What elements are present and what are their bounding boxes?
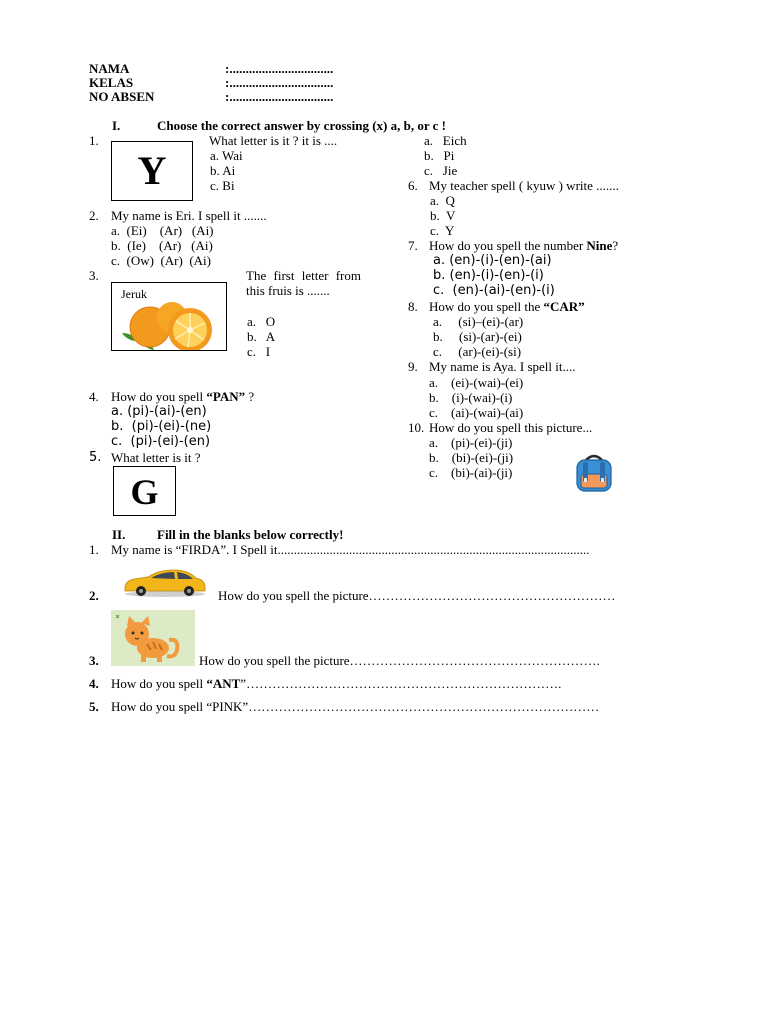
q8-option-c[interactable]: c. (ar)-(ei)-(si) (433, 344, 522, 359)
q10-question: How do you spell this picture... (429, 420, 593, 435)
fill4-question-post: ”………………………………………………………………. (240, 676, 562, 691)
fill3-number: 3. (89, 653, 99, 668)
q8-option-a[interactable]: a. (si)–(ei)-(ar) (433, 314, 524, 329)
q8-question-word: “CAR” (543, 299, 585, 314)
q7-question-pre: How do you spell the number (429, 238, 587, 253)
q7-option-a[interactable]: a. (en)-(i)-(en)-(ai) (433, 253, 552, 268)
name-label: NAMA (89, 61, 130, 76)
q10-option-b[interactable]: b. (bi)-(ei)-(ji) (429, 450, 514, 465)
q9-number: 9. (408, 359, 418, 374)
car-icon (121, 568, 209, 598)
q8-question (429, 299, 585, 314)
orange-picture (111, 282, 227, 351)
orange-icon (112, 283, 226, 350)
section2-number: II. (112, 527, 126, 542)
q4-question-post: ? (245, 389, 255, 404)
fill1-question[interactable]: My name is “FIRDA”. I Spell it................................................................................................ (111, 542, 590, 557)
q6-option-b[interactable]: b. V (430, 208, 456, 223)
q7-question-post: ? (612, 238, 619, 253)
q5-option-c[interactable]: c. Jie (424, 163, 458, 178)
letter-g: G (130, 472, 159, 512)
q4-question-pre: How do you spell (111, 389, 207, 404)
fill4-question[interactable] (111, 676, 561, 691)
letter-y: Y (137, 148, 167, 193)
q1-option-c[interactable]: c. Bi (210, 178, 235, 193)
q7-question-word: Nine (586, 238, 613, 253)
q4-number: 4. (89, 389, 99, 404)
q3-number: 3. (89, 268, 99, 283)
letter-y-box (111, 141, 193, 201)
q2-option-b[interactable]: b. (Ie) (Ar) (Ai) (111, 238, 213, 253)
class-label: KELAS (89, 75, 134, 90)
absen-label: NO ABSEN (89, 89, 155, 104)
q1-option-b[interactable]: b. Ai (210, 163, 236, 178)
q9-option-c[interactable]: c. (ai)-(wai)-(ai) (429, 405, 524, 420)
q4-question (111, 389, 254, 404)
q7-question (429, 238, 618, 253)
q3-option-a[interactable]: a. O (247, 314, 276, 329)
q6-number: 6. (408, 178, 418, 193)
q1-option-a[interactable]: a. Wai (210, 148, 243, 163)
q4-question-word: “PAN” (206, 389, 246, 404)
q4-option-c[interactable]: c. (pi)-(ei)-(en) (111, 434, 211, 449)
q3-option-c[interactable]: c. I (247, 344, 271, 359)
q2-option-c[interactable]: c. (Ow) (Ar) (Ai) (111, 253, 211, 268)
q8-number: 8. (408, 299, 418, 314)
section1-title: Choose the correct answer by crossing (x) a, b, or c ! (157, 118, 446, 133)
q9-question: My name is Aya. I spell it.... (429, 359, 576, 374)
fill4-number: 4. (89, 676, 99, 691)
q5-option-a[interactable]: a. Eich (424, 133, 467, 148)
q6-option-a[interactable]: a. Q (430, 193, 455, 208)
q10-option-c[interactable]: c. (bi)-(ai)-(ji) (429, 465, 513, 480)
orange-label: Jeruk (121, 287, 147, 301)
name-blank[interactable]: :................................ (225, 61, 334, 76)
absen-blank[interactable]: :................................ (225, 89, 334, 104)
q5-question: What letter is it ? (111, 450, 201, 465)
fill4-question-word: “ANT (206, 676, 241, 691)
q1-question: What letter is it ? it is .... (209, 133, 338, 148)
q1-number: 1. (89, 133, 99, 148)
fill4-question-pre: How do you spell (111, 676, 207, 691)
backpack-icon (573, 452, 615, 494)
fill2-question[interactable]: How do you spell the picture………………………………………………… (218, 588, 616, 603)
q2-number: 2. (89, 208, 99, 223)
q3-option-b[interactable]: b. A (247, 329, 276, 344)
section1-number: I. (112, 118, 121, 133)
fill5-number: 5. (89, 699, 99, 714)
fill5-question[interactable]: How do you spell “PINK”……………………………………………………………………… (111, 699, 600, 714)
fill1-number: 1. (89, 542, 99, 557)
cat-icon (111, 610, 195, 666)
q8-option-b[interactable]: b. (si)-(ar)-(ei) (433, 329, 522, 344)
q10-number: 10. (408, 420, 425, 435)
class-blank[interactable]: :................................ (225, 75, 334, 90)
q10-option-a[interactable]: a. (pi)-(ei)-(ji) (429, 435, 513, 450)
q9-option-a[interactable]: a. (ei)-(wai)-(ei) (429, 375, 524, 390)
q2-option-a[interactable]: a. (Ei) (Ar) (Ai) (111, 223, 214, 238)
q4-option-a[interactable]: a. (pi)-(ai)-(en) (111, 404, 207, 419)
section2-title: Fill in the blanks below correctly! (157, 527, 344, 542)
q3-question: The first letter from this fruis is ....... (246, 268, 361, 298)
q4-option-b[interactable]: b. (pi)-(ei)-(ne) (111, 419, 212, 434)
letter-g-box (113, 466, 176, 516)
q5-option-b[interactable]: b. Pi (424, 148, 455, 163)
q9-option-b[interactable]: b. (i)-(wai)-(i) (429, 390, 513, 405)
q7-option-b[interactable]: b. (en)-(i)-(en)-(i) (433, 268, 544, 283)
q6-option-c[interactable]: c. Y (430, 223, 455, 238)
fill2-number: 2. (89, 588, 99, 603)
q5-number: 5. (89, 450, 102, 465)
q7-number: 7. (408, 238, 418, 253)
q6-question: My teacher spell ( kyuw ) write ....... (429, 178, 619, 193)
q2-question: My name is Eri. I spell it ....... (111, 208, 267, 223)
fill3-question[interactable]: How do you spell the picture…………………………………………………. (199, 653, 600, 668)
q8-question-pre: How do you spell the (429, 299, 544, 314)
q7-option-c[interactable]: c. (en)-(ai)-(en)-(i) (433, 283, 555, 298)
